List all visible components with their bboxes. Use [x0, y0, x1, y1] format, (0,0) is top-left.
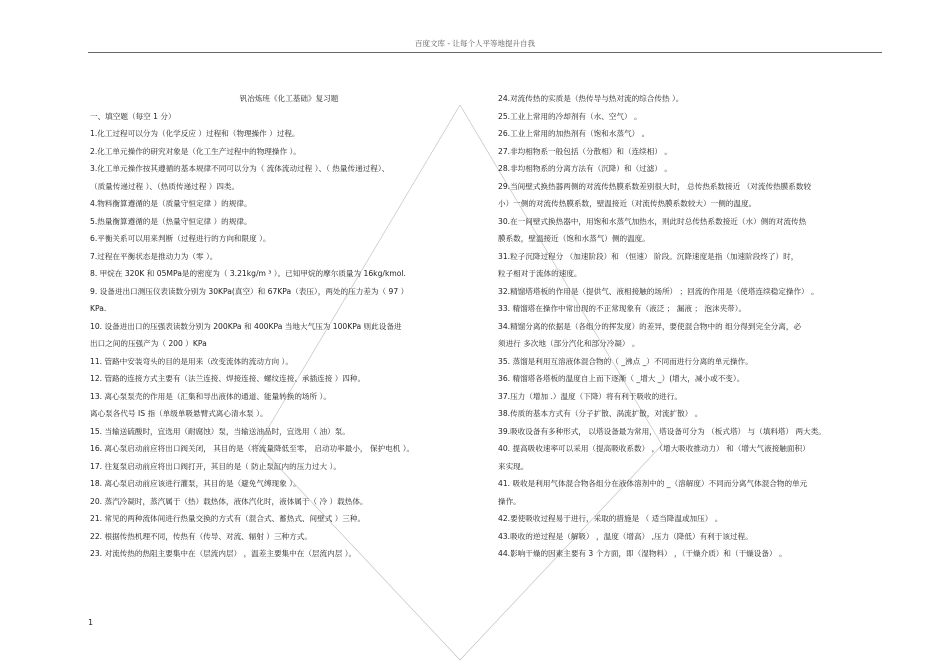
right-column: [498, 90, 888, 563]
text-line: 38.传质的基本方式有（分子扩散、涡流扩散，对流扩散） 。: [498, 409, 703, 418]
text-line: 15. 当输送硫酸时，宜选用（耐腐蚀）泵，当输送油品时，宜选用（ 油）泵。: [90, 426, 350, 436]
text-line: 6.平衡关系可以用来判断（过程进行的方向和限度 ）。: [90, 234, 271, 243]
text-line: 23. 对流传热的热阻主要集中在（层流内层） ，温差主要集中在（层流内层 ）。: [90, 549, 357, 558]
text-line: 31.粒子沉降过程分 （加速阶段）和 （恒速） 阶段。沉降速度是指（加速阶段终了）时，: [498, 251, 799, 261]
text-line: 3.化工单元操作按其遵循的基本规律不同可以分为（ 流体流动过程 ）、（ 热量传递过程）、: [90, 164, 390, 173]
text-line: 4.物料衡算遵循的是（质量守恒定律 ）的规律。: [90, 199, 252, 208]
text-line: 17. 往复泵启动前应将出口阀打开，其目的是（ 防止泵缸内的压力过大 ）。: [90, 461, 341, 471]
text-line: 操作。: [498, 496, 521, 506]
text-line: 11. 管路中安装弯头的目的是用来（改变流体的流动方向 ）。: [90, 356, 293, 366]
text-line: 25.工业上常用的冷却剂有（水、空气） 。: [498, 111, 642, 121]
text-line: 12. 管路的连接方式主要有（法兰连接、焊接连接、螺纹连接、承插连接 ）四种。: [90, 374, 366, 383]
text-line: 36. 精馏塔各塔板的温度自上而下逐渐（ _增大 _）(增大，减小或不变）。: [498, 374, 745, 383]
text-line: 2.化工单元操作的研究对象是（化工生产过程中的物理操作 ）。: [90, 146, 301, 156]
text-line: 20. 蒸汽冷凝时，蒸汽属于（热）载热体，液体汽化时，液体属于（ 冷 ）载热体。: [90, 496, 368, 506]
text-line: 9. 设备进出口测压仪表读数分别为 30KPa(真空）和 67KPa（表压），两处的压力差为（ 97 ）: [90, 286, 409, 296]
text-line: 37.压力（增加 .）温度（下降）将有利于吸收的进行。: [498, 391, 682, 401]
text-line: 43.吸收的逆过程是（解吸） ，温度（增高） ,压力（降低）有利于该过程。: [498, 531, 753, 541]
text-line: 42.要使吸收过程易于进行，采取的措施是 （ 适当降温或加压） 。: [498, 514, 723, 523]
text-line: 10. 设备进出口的压强表读数分别为 200KPa 和 400KPa 当地大气压为 100KPa 则此设备进: [90, 321, 402, 331]
text-line: 须进行 多次地（部分汽化和部分冷凝） 。: [498, 339, 640, 348]
page-number: 1: [88, 618, 94, 627]
text-line: 7.过程在平衡状态是推动力为（零 ）。: [90, 251, 218, 261]
text-line: 5.热量衡算遵循的是（热量守恒定律 ）的规律。: [90, 216, 252, 226]
text-line: 28.非均相物系的分离方法有（沉降）和（过滤） 。: [498, 164, 672, 173]
text-line: 1.化工过程可以分为（化学反应 ）过程和（物理操作 ）过程。: [90, 129, 300, 138]
text-line: 35. 蒸馏是利用互溶液体混合物的（ _沸点 _）不同而进行分离的单元操作。: [498, 356, 753, 366]
text-line: 小）一侧的对流传热膜系数，壁温接近（对流传热膜系数较大）一侧的温度。: [498, 199, 757, 208]
text-line: 32.精馏塔塔板的作用是（提供气、液相接触的场所） ；回流的作用是（使塔连续稳定操作） 。: [498, 286, 819, 296]
text-line: 44.影响干燥的因素主要有 3 个方面，即（湿物料） ，（干燥介质）和（干燥设备） 。: [498, 549, 787, 558]
text-line: 40. 提高吸收速率可以采用（提高吸收系数） ，（增大吸收推动力） 和（增大气液接触面积）: [498, 444, 810, 453]
text-line: 粒子相对于流体的速度。: [498, 269, 582, 278]
left-column: [90, 90, 488, 563]
text-line: 24.对流传热的实质是（热传导与热对流的综合传热 ）。: [498, 94, 684, 103]
text-line: 34.精馏分离的依据是（各组分的挥发度）的差异，要使混合物中的 组分得到完全分离，必: [498, 321, 802, 331]
text-line: 一、填空题（每空 1 分）: [90, 111, 176, 121]
text-line: 41. 吸收是利用气体混合物各组分在液体溶剂中的 _（溶解度）不同而分离气体混合物的单元: [498, 479, 808, 488]
text-line: 离心泵各代号 IS 指（单级单吸悬臂式离心清水泵 ）。: [90, 409, 268, 418]
text-line: 29.当间壁式换热器两侧的对流传热膜系数差别很大时， 总传热系数接近 （对流传热膜系数较: [498, 181, 812, 191]
text-line: 膜系数，壁温接近（饱和水蒸气）侧的温度。: [498, 234, 650, 243]
text-line: 30.在一间壁式换热器中，用饱和水蒸气加热水，则此时总传热系数接近（水）侧的对流传热: [498, 216, 807, 226]
text-line: 16. 离心泵启动前应将出口阀关闭， 其目的是（将流量降低至零， 启动功率最小， 保护电机 ）。: [90, 444, 415, 453]
page-header: 百度文库 - 让每个人平等地提升自我: [415, 39, 535, 48]
text-line: 33. 精馏塔在操作中常出现的不正常现象有（液泛 ； 漏液 ； 泡沫夹带）。: [498, 304, 747, 313]
text-line: 26.工业上常用的加热剂有（饱和水蒸气） 。: [498, 129, 650, 138]
text-line: 出口之间的压强产为（ 200 ）KPa: [90, 339, 207, 348]
text-line: 21. 常见的两种流体间进行热量交换的方式有（混合式、蓄热式、间壁式 ）三种。: [90, 514, 366, 523]
text-line: 13. 离心泵泵壳的作用是（汇集和导出液体的通道、能量转换的场所 ）。: [90, 391, 331, 401]
text-line: （质量传递过程 ）、（热质传递过程 ）四类。: [90, 181, 240, 191]
header-rule: [88, 52, 882, 53]
text-line: 27.非均相物系一般包括（分散相）和（连续相） 。: [498, 146, 672, 156]
text-line: KPa.: [90, 304, 107, 313]
text-line: 来实现。: [498, 461, 529, 471]
document-title: 钒冶炼班《化工基础》复习题: [239, 94, 339, 103]
text-line: 39.吸收设备有多种形式， 以塔设备最为常用， 塔设备可分为 （板式塔） 与（填料塔） 两大类。: [498, 426, 826, 436]
text-line: 18. 离心泵启动前应该进行灌泵，其目的是（避免气缚现象 ）。: [90, 479, 301, 488]
text-line: 22. 根据传热机理不同，传热有（传导、对流、辐射 ）三种方式。: [90, 531, 312, 541]
text-line: 8. 甲烷在 320K 和 05MPa是的密度为（ 3.21kg/m ³ ）。已知甲烷的摩尔质量为 16kg/kmol.: [90, 269, 406, 278]
